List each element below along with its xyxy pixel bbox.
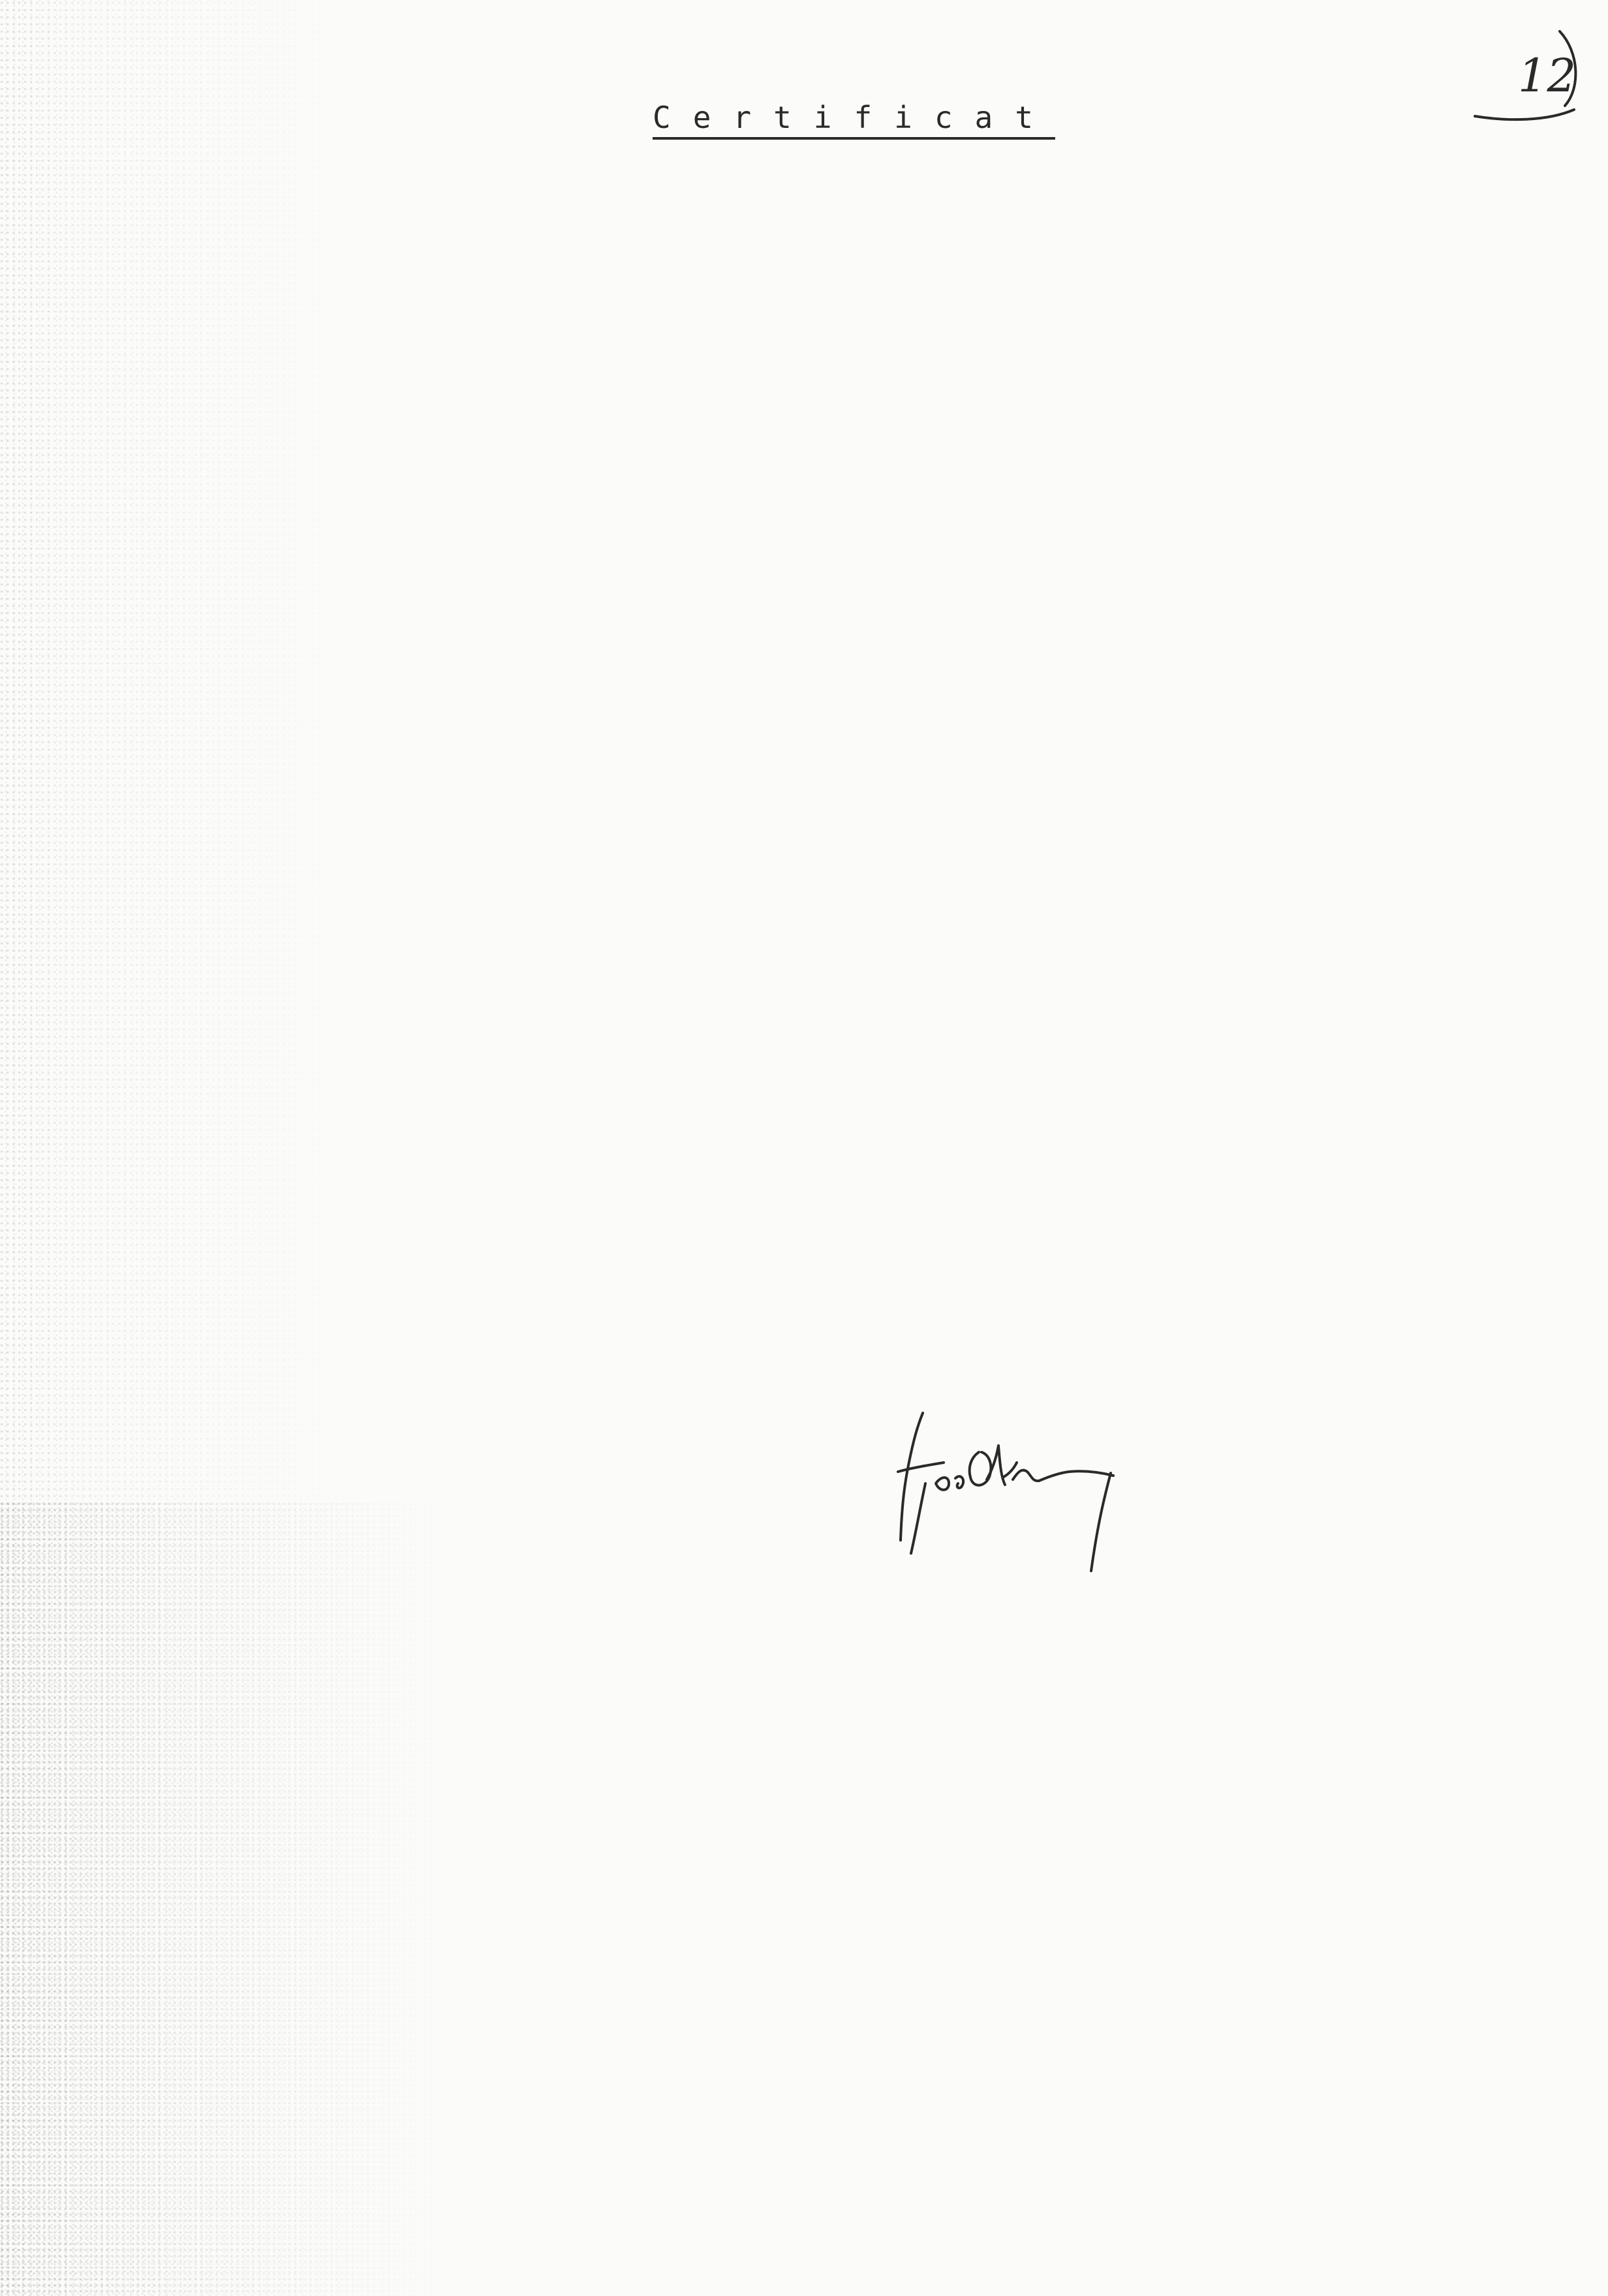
handwritten-signature (894, 1400, 1129, 1583)
handwritten-page-number (1462, 26, 1586, 137)
svg-text:12: 12 (1518, 49, 1577, 102)
document-title: Certificat (653, 100, 1055, 135)
photocopy-speckle-lower (0, 1501, 457, 2296)
